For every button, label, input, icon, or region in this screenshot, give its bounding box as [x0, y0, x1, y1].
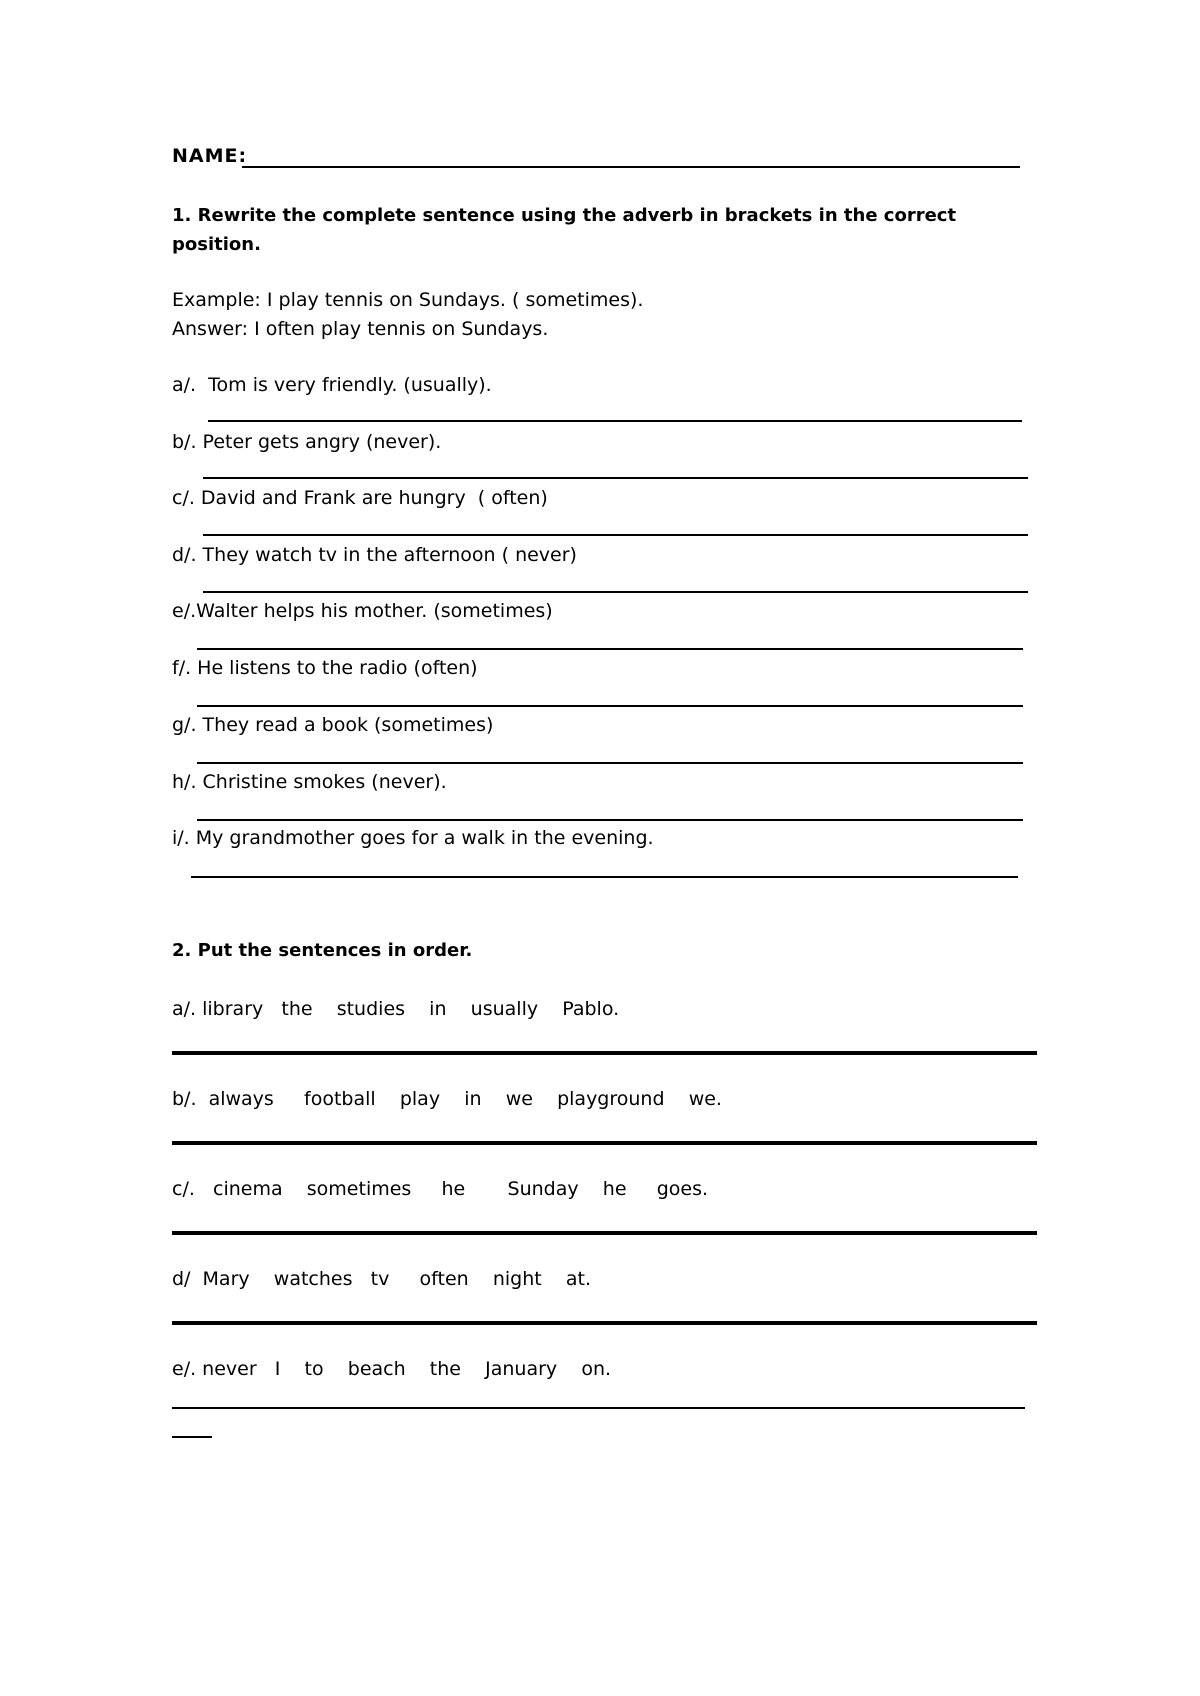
order-item-e: e/. never I to beach the January on. — [172, 1358, 612, 1380]
order-answer-line-e[interactable] — [172, 1407, 1025, 1409]
answer-line-g[interactable] — [197, 762, 1023, 764]
order-answer-line-b[interactable] — [172, 1141, 1037, 1145]
rewrite-item-d: d/. They watch tv in the afternoon ( never) — [172, 544, 577, 566]
name-label: NAME: — [172, 145, 248, 167]
rewrite-item-h: h/. Christine smokes (never). — [172, 771, 447, 793]
rewrite-item-e: e/.Walter helps his mother. (sometimes) — [172, 600, 553, 622]
rewrite-item-i: i/. My grandmother goes for a walk in the evening. — [172, 827, 654, 849]
name-answer-line[interactable] — [242, 166, 1020, 168]
order-item-b: b/. always football play in we playground we. — [172, 1088, 722, 1110]
answer-line-f[interactable] — [197, 705, 1023, 707]
rewrite-item-f: f/. He listens to the radio (often) — [172, 657, 478, 679]
order-answer-line-d[interactable] — [172, 1321, 1037, 1325]
answer-line-h[interactable] — [197, 819, 1023, 821]
section1-heading: 1. Rewrite the complete sentence using the adverb in brackets in the correct position. — [172, 205, 957, 255]
rewrite-item-a: a/. Tom is very friendly. (usually). — [172, 374, 492, 396]
order-item-c: c/. cinema sometimes he Sunday he goes. — [172, 1178, 709, 1200]
order-answer-line-a[interactable] — [172, 1051, 1037, 1055]
answer-line-d[interactable] — [203, 591, 1028, 593]
section2-heading: 2. Put the sentences in order. — [172, 940, 473, 961]
answer-line-a[interactable] — [208, 420, 1022, 422]
answer-line-i[interactable] — [191, 876, 1018, 878]
order-item-d: d/ Mary watches tv often night at. — [172, 1268, 591, 1290]
answer-line-e[interactable] — [197, 648, 1023, 650]
example-text: Example: I play tennis on Sundays. ( sometimes). — [172, 289, 644, 311]
rewrite-item-g: g/. They read a book (sometimes) — [172, 714, 494, 736]
order-answer-line-e-continued[interactable] — [172, 1436, 212, 1438]
rewrite-item-b: b/. Peter gets angry (never). — [172, 431, 442, 453]
rewrite-item-c: c/. David and Frank are hungry ( often) — [172, 487, 548, 509]
answer-text: Answer: I often play tennis on Sundays. — [172, 318, 549, 340]
order-answer-line-c[interactable] — [172, 1231, 1037, 1235]
answer-line-c[interactable] — [203, 534, 1028, 536]
answer-line-b[interactable] — [203, 477, 1028, 479]
order-item-a: a/. library the studies in usually Pablo. — [172, 998, 620, 1020]
